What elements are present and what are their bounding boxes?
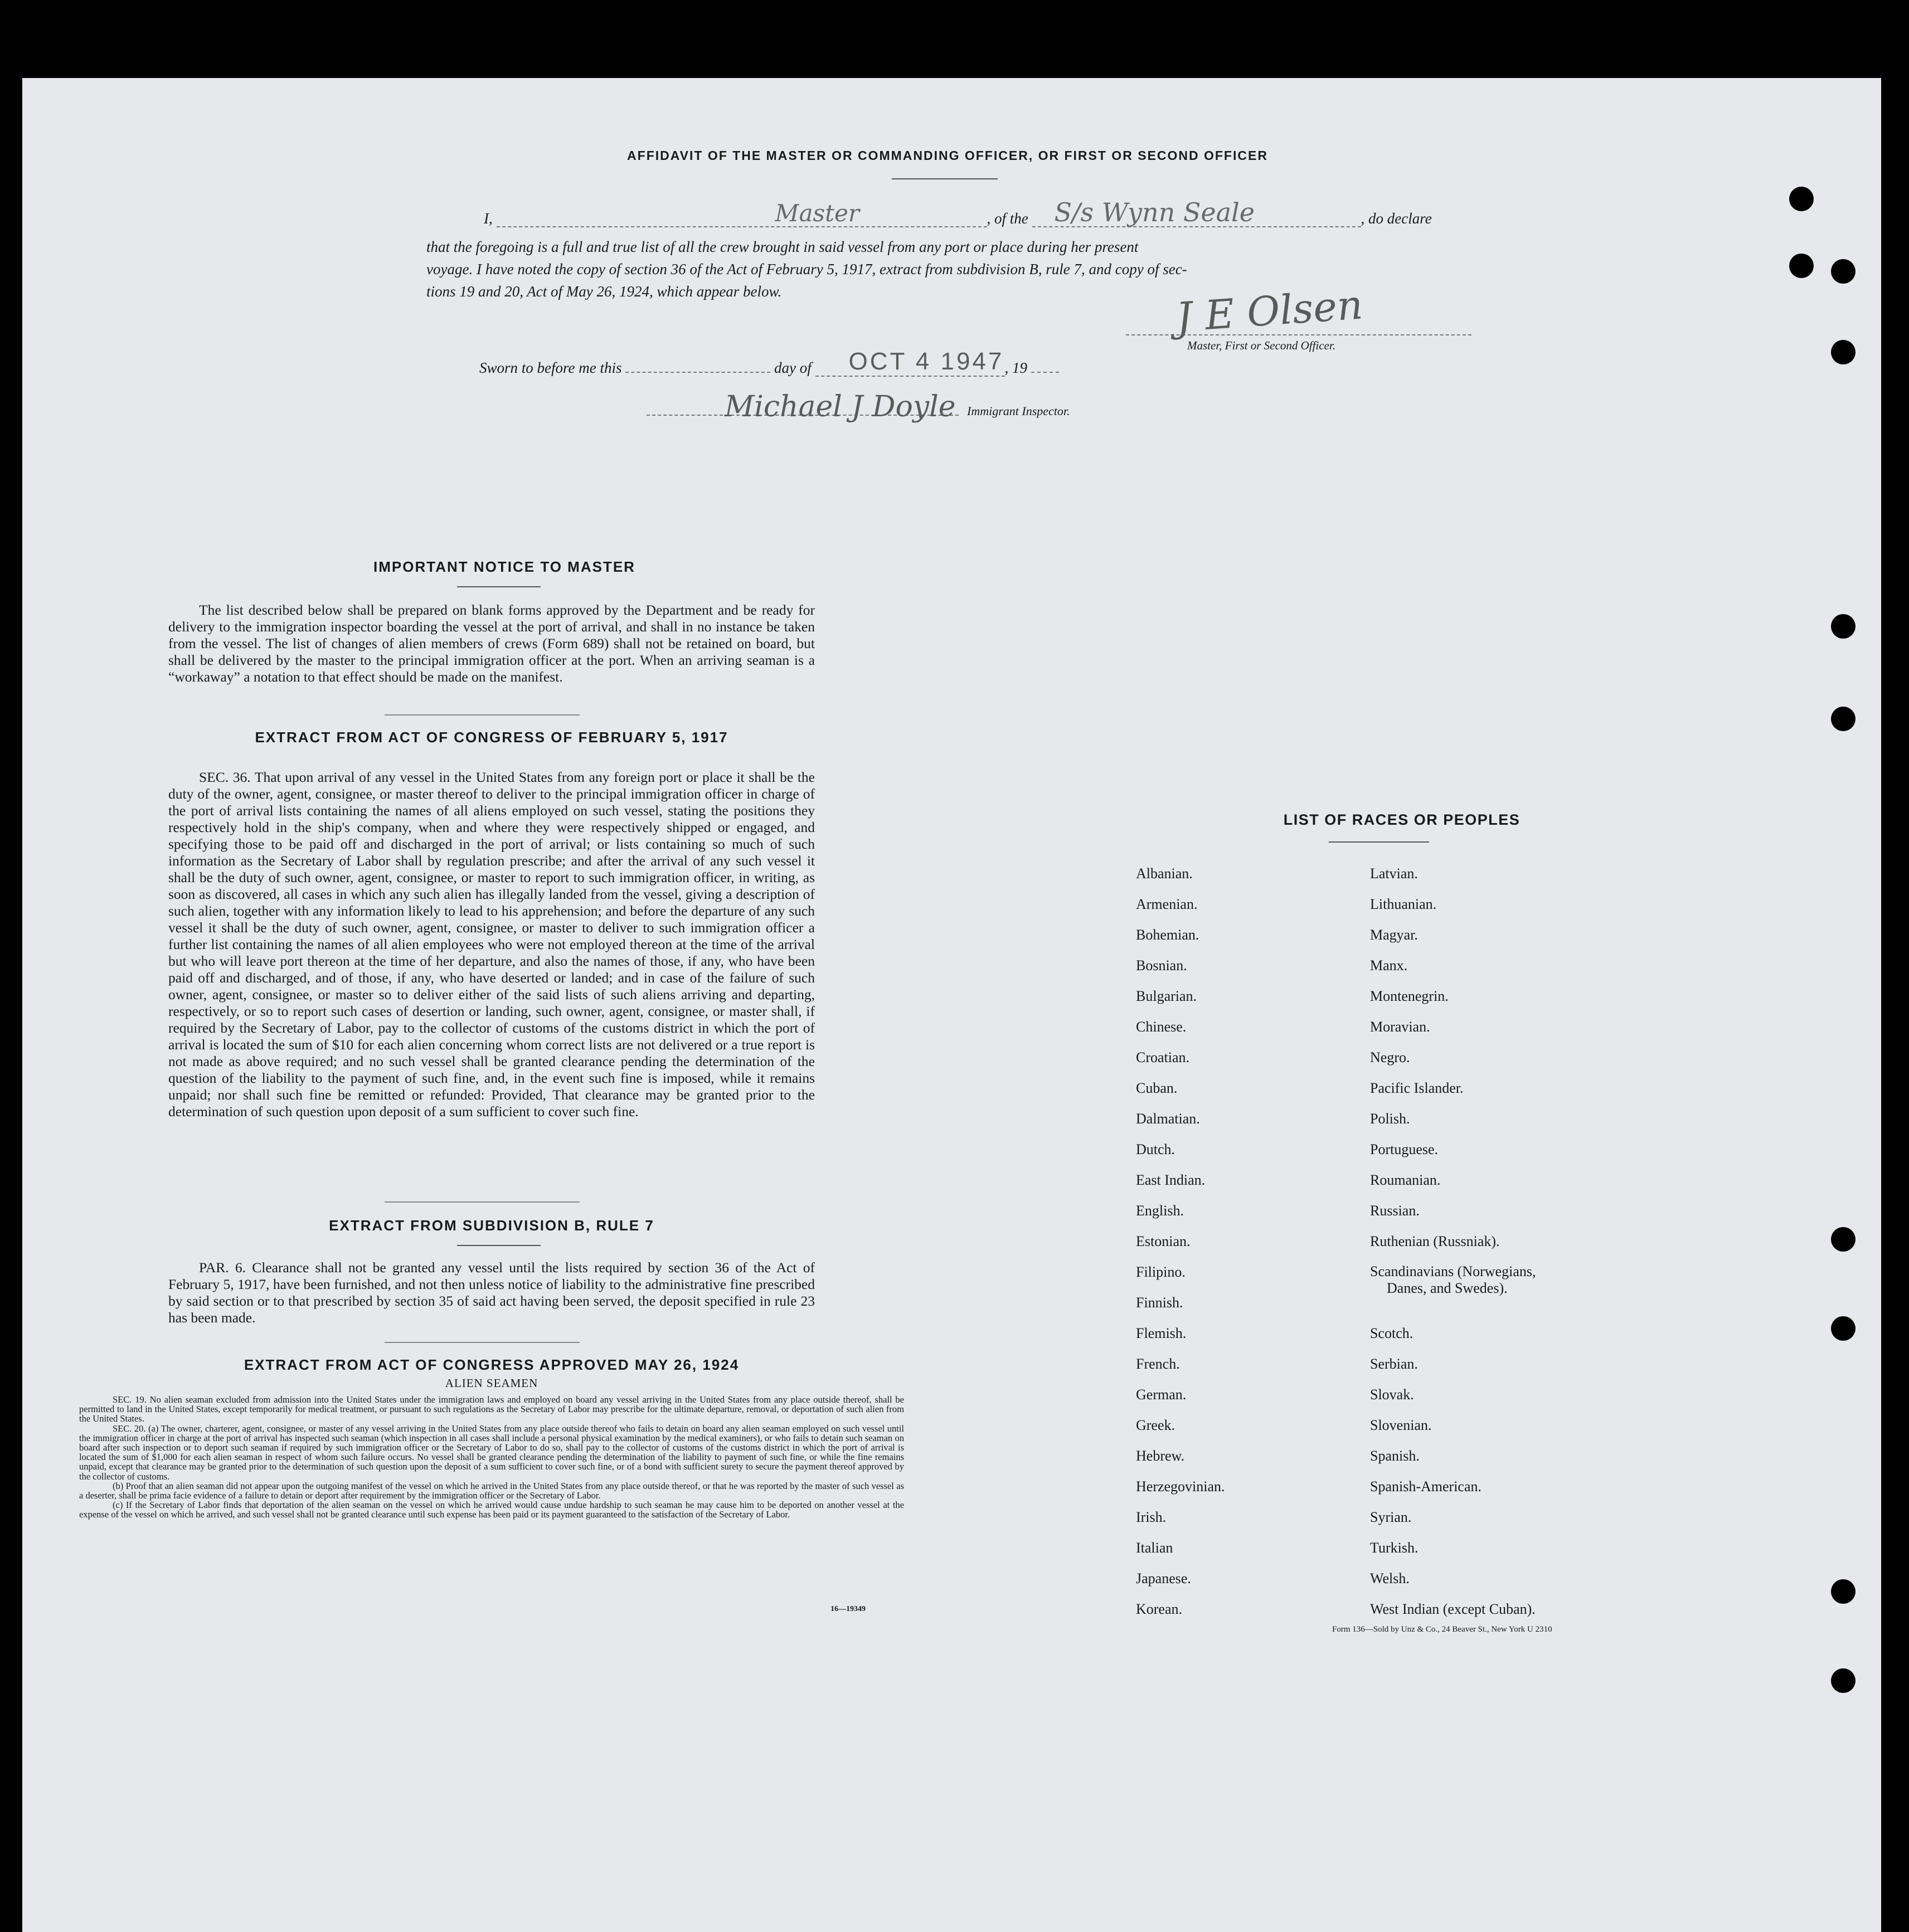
race-item: Welsh. xyxy=(1370,1570,1410,1587)
of-the-label: , of the xyxy=(987,210,1028,227)
notice-title: IMPORTANT NOTICE TO MASTER xyxy=(373,558,635,575)
race-item: Manx. xyxy=(1370,957,1408,974)
sec20c-paragraph: (c) If the Secretary of Labor finds that deportation of the alien seaman on the vessel on which he arrived would cause undue hardship to such seaman he may cause him to be deported on another vessel at the expense of the vessel on which he arrived, and such vessel shall not be granted clearance until such expense has been paid or its payment guaranteed to the satisfaction of the Secretary of Labor. xyxy=(79,1500,904,1520)
affidavit-title: AFFIDAVIT OF THE MASTER OR COMMANDING OFFICER, OR FIRST OR SECOND OFFICER xyxy=(627,148,1268,163)
day-of-label: day of xyxy=(774,359,812,376)
race-item: Latvian. xyxy=(1370,865,1418,882)
race-item: Serbian. xyxy=(1370,1356,1418,1372)
sworn-prefix: Sworn to before me this xyxy=(479,359,622,376)
affidavit-prefix: I, xyxy=(484,210,493,227)
race-item: Spanish. xyxy=(1370,1448,1420,1464)
race-item: Finnish. xyxy=(1136,1295,1183,1311)
master-caption: Master, First or Second Officer. xyxy=(1187,339,1335,352)
extract-1924-title: EXTRACT FROM ACT OF CONGRESS APPROVED MAY 26, 1924 xyxy=(244,1356,740,1373)
race-item: Scandinavians (Norwegians, xyxy=(1370,1263,1536,1279)
race-item: Slovenian. xyxy=(1370,1417,1432,1433)
punch-hole xyxy=(1831,259,1855,284)
race-item-continued: Danes, and Swedes). xyxy=(1387,1280,1508,1296)
race-item: Albanian. xyxy=(1136,865,1193,882)
punch-hole xyxy=(1831,707,1855,731)
race-item: English. xyxy=(1136,1203,1184,1219)
sworn-month-field[interactable] xyxy=(815,348,1005,377)
race-item: Estonian. xyxy=(1136,1233,1191,1249)
race-item: Russian. xyxy=(1370,1203,1420,1219)
race-item: Irish. xyxy=(1136,1509,1167,1525)
race-item: Magyar. xyxy=(1370,927,1418,943)
sworn-year-field[interactable] xyxy=(1031,372,1059,373)
race-item: Armenian. xyxy=(1136,896,1198,912)
punch-hole xyxy=(1831,614,1855,639)
races-right-column xyxy=(1370,858,1660,1624)
divider xyxy=(385,1201,580,1203)
rule7-title: EXTRACT FROM SUBDIVISION B, RULE 7 xyxy=(329,1217,654,1234)
vessel-handwritten: S/s Wynn Seale xyxy=(1054,197,1255,227)
punch-hole xyxy=(1831,1668,1855,1693)
race-item: Syrian. xyxy=(1370,1509,1412,1525)
vessel-field[interactable] xyxy=(1032,197,1361,227)
race-item-scandinavians xyxy=(1370,1257,1660,1318)
race-item: Bulgarian. xyxy=(1136,988,1197,1004)
extract-1917-title: EXTRACT FROM ACT OF CONGRESS OF FEBRUARY 5, 1917 xyxy=(255,729,728,746)
extract-1924-body xyxy=(79,1395,904,1520)
print-code: 16—19349 xyxy=(830,1605,866,1613)
notice-body: The list described below shall be prepared on blank forms approved by the Department and be ready for delivery to the immigration inspector boarding the vessel at the port of arrival, and shall in no instance be taken from the vessel. The list of changes of alien members of crews (Form 689) shall not be retained on board, but shall be delivered by the master to the principal immigration officer at the port. When an arriving seaman is a “workaway” a notation to that effect should be made on the manifest. xyxy=(168,602,815,685)
race-item: Flemish. xyxy=(1136,1325,1187,1341)
rank-field[interactable] xyxy=(497,199,987,227)
do-declare-label: , do declare xyxy=(1361,210,1432,227)
affidavit-line4: tions 19 and 20, Act of May 26, 1924, which appear below. xyxy=(426,283,782,300)
rank-handwritten: Master xyxy=(775,199,859,227)
punch-hole xyxy=(1789,187,1814,211)
race-item: Dutch. xyxy=(1136,1141,1175,1157)
sec19-paragraph: SEC. 19. No alien seaman excluded from admission into the United States under the immigration laws and employed on board any vessel arriving in the United States from any place outside thereof, shall be permitted to land in the United States, except temporarily for medical treatment, or pursuant to such regulations as the Secretary of Labor may prescribe for the ultimate departure, removal, or deportation of such alien from the United States. xyxy=(79,1394,904,1424)
form-page xyxy=(22,78,1881,1932)
punch-hole xyxy=(1789,254,1814,278)
inspector-signature: Michael J Doyle xyxy=(725,390,956,424)
race-item: Filipino. xyxy=(1136,1264,1186,1280)
race-item: Ruthenian (Russniak). xyxy=(1370,1233,1500,1249)
race-item: Herzegovinian. xyxy=(1136,1478,1225,1495)
year-prefix: , 19 xyxy=(1004,359,1027,376)
inspector-caption: Immigrant Inspector. xyxy=(967,404,1070,418)
affidavit-line2: that the foregoing is a full and true list of all the crew brought in said vessel from any port or place during her present xyxy=(426,239,1139,255)
race-item: Italian xyxy=(1136,1540,1173,1556)
race-item: Turkish. xyxy=(1370,1540,1419,1556)
race-item: German. xyxy=(1136,1386,1187,1403)
master-signature: J E Olsen xyxy=(1174,281,1364,341)
divider xyxy=(1329,841,1429,843)
race-item: Moravian. xyxy=(1370,1019,1430,1035)
race-item: Lithuanian. xyxy=(1370,896,1437,912)
race-item: Scotch. xyxy=(1370,1325,1413,1341)
affidavit-line1 xyxy=(484,197,1493,227)
races-title: LIST OF RACES OR PEOPLES xyxy=(1283,811,1521,828)
race-item: Bosnian. xyxy=(1136,957,1187,974)
sec20b-paragraph: (b) Proof that an alien seaman did not appear upon the outgoing manifest of the vessel on which he arrived in the United States from any place outside thereof, or that he was reported by the master of such vessel as a deserter, shall be prima facie evidence of a failure to detain or deport after requirement by the immigration officer or the Secretary of Labor. xyxy=(79,1480,904,1501)
punch-hole xyxy=(1831,1579,1855,1604)
punch-hole xyxy=(1831,1316,1855,1341)
alien-seamen-subtitle: ALIEN SEAMEN xyxy=(445,1376,538,1390)
race-item: Korean. xyxy=(1136,1601,1183,1617)
divider xyxy=(385,1342,580,1343)
race-item: Cuban. xyxy=(1136,1080,1178,1096)
divider xyxy=(892,178,998,179)
form-note: Form 136—Sold by Unz & Co., 24 Beaver St., New York U 2310 xyxy=(1332,1625,1552,1634)
race-item: French. xyxy=(1136,1356,1180,1372)
race-item: Roumanian. xyxy=(1370,1172,1441,1188)
race-item: West Indian (except Cuban). xyxy=(1370,1601,1536,1617)
race-item: Greek. xyxy=(1136,1417,1175,1433)
sworn-line xyxy=(479,348,1204,377)
sec20a-paragraph: SEC. 20. (a) The owner, charterer, agent, consignee, or master of any vessel arriving in the United States from any place outside thereof who fails to detain on board any alien seaman employed on such vessel until the immigration officer in charge at the port of arrival has inspected such seaman (which inspection in all cases shall include a personal physical examination by the medical examiners), or who fails to detain such seaman on board after such inspection or to deport such seaman if required by such immigration officer or the Secretary of Labor to do so, shall pay to the collector of customs of the customs district in which the port of arrival is located the sum of $1,000 for each alien seaman in respect of whom such failure occurs. No vessel shall be granted clearance pending the determination of the liability to payment of such fine, or while the fine remains unpaid, except that clearance may be granted prior to the determination of such question upon the deposit of a sum sufficient to cover such fine, or of a bond with sufficient surety to secure the payment thereof approved by the collector of customs. xyxy=(79,1423,904,1482)
rule7-body: PAR. 6. Clearance shall not be granted any vessel until the lists required by section 36 of the Act of February 5, 1917, have been furnished, and not then unless notice of liability to the administrative fine prescribed by said section or to that prescribed by section 35 of said act having been served, the deposit specified in rule 23 has been made. xyxy=(168,1259,815,1326)
divider xyxy=(457,1245,541,1246)
divider xyxy=(385,714,580,716)
race-item: Dalmatian. xyxy=(1136,1111,1200,1127)
sworn-day-field[interactable] xyxy=(625,372,770,373)
date-stamp: OCT 4 1947 xyxy=(848,348,1004,375)
race-item: Bohemian. xyxy=(1136,927,1199,943)
punch-hole xyxy=(1831,340,1855,364)
divider xyxy=(457,586,541,587)
race-item: Slovak. xyxy=(1370,1386,1414,1403)
race-item: Portuguese. xyxy=(1370,1141,1439,1157)
race-item: Pacific Islander. xyxy=(1370,1080,1464,1096)
race-item: Croatian. xyxy=(1136,1049,1190,1065)
races-left-column xyxy=(1136,858,1359,1624)
extract-1917-body: SEC. 36. That upon arrival of any vessel in the United States from any foreign port or place it shall be the duty of the owner, agent, consignee, or master thereof to deliver to the principal immigration officer in charge of the port of arrival lists containing the names of all aliens employed on such vessel, stating the positions they respectively hold in the ship's company, when and where they were respectively shipped or engaged, and specifying those to be paid off and discharged in the port of arrival; or lists containing so much of such information as the Secretary of Labor shall by regulation prescribe; and after the arrival of any such vessel it shall be the duty of such owner, agent, consignee, or master to report to such immigration officer, in writing, as soon as discovered, all cases in which any such alien has illegally landed from the vessel, giving a description of such alien, together with any information likely to lead to his apprehension; and before the departure of any such vessel it shall be the duty of such owner, agent, consignee, or master to deliver to such immigration officer a further list containing the names of all alien employees who were not employed thereon at the time of the arrival but who will leave port thereon at the time of her departure, and also the names of those, if any, who have been paid off and discharged, and of those, if any, who have deserted or landed; and in case of the failure of such owner, agent, consignee, or master so to deliver either of the said lists of such aliens arriving and departing, respectively, or so to report such cases of desertion or landing, such owner, agent, consignee, or master shall, if required by the Secretary of Labor, pay to the collector of customs of the customs district in which the port of arrival is located the sum of $10 for each alien concerning whom correct lists are not delivered or a true report is not made as above required; and no such vessel shall be granted clearance pending the determination of the question of the liability to the payment of such fine, and, in the event such fine is imposed, while it remains unpaid; nor shall such fine be remitted or refunded: Provided, That clearance may be granted prior to the determination of such question upon deposit of a sum sufficient to cover such fine. xyxy=(168,769,815,1120)
punch-hole xyxy=(1831,1227,1855,1252)
race-item: Montenegrin. xyxy=(1370,988,1449,1004)
race-item: Polish. xyxy=(1370,1111,1410,1127)
race-item: Japanese. xyxy=(1136,1570,1191,1587)
race-item: East Indian. xyxy=(1136,1172,1206,1188)
affidavit-line3: voyage. I have noted the copy of section 36 of the Act of February 5, 1917, extract from subdivision B, rule 7, and copy of sec- xyxy=(426,261,1187,278)
race-item: Chinese. xyxy=(1136,1019,1187,1035)
race-item: Hebrew. xyxy=(1136,1448,1185,1464)
race-item: Negro. xyxy=(1370,1049,1410,1065)
race-item: Spanish-American. xyxy=(1370,1478,1482,1495)
